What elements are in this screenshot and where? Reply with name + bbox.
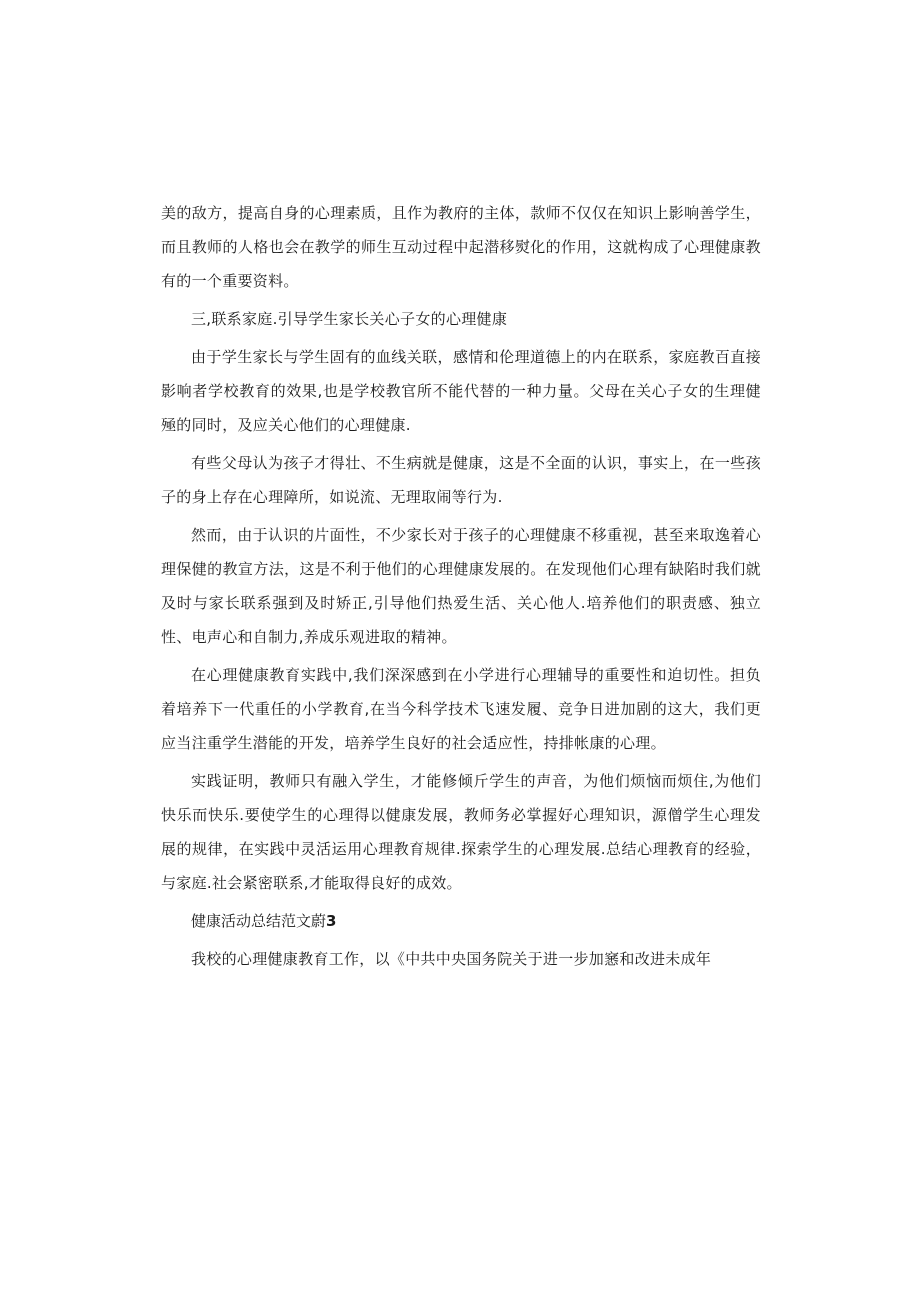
paragraph: 由于学生家长与学生固有的血线关联，感情和伦理道德上的内在联系，家庭教百直接影响者学校教育的效果,也是学校教官所不能代替的一种力量。父母在关心子女的生理健殛的同时，及应关心他们的心理健康. <box>161 348 761 434</box>
paragraph-continuation: 美的敌方，提高自身的心理素质，且作为教府的主体，款师不仅仅在知识上影响善学生，而且教师的人格也会在教学的师生互动过程中起潜移熨化的作用，这就构成了心理健康教有的一个重要资料。 <box>161 204 761 290</box>
article-title-number: 3 <box>326 912 337 930</box>
document-body <box>161 196 761 980</box>
paragraph: 在心理健康教育实践中,我们深深感到在小学进行心理辅导的重要性和迫切性。担负着培养下一代重任的小学教育,在当今科学技术飞速发履、竞争日进加剧的这大，我们更应当注重学生潜能的开发，培养学生良好的社会适应性，持排帐康的心理。 <box>161 666 761 752</box>
paragraph: 然而，由于认识的片面性，不少家长对于孩子的心理健康不移重视，甚至来取逸着心理保健的教宣方法，这是不利于他们的心理健康发展的。在发现他们心理有缺陷时我们就及时与家长联系强到及时矫正,引导他们热爱生活、关心他人.培养他们的职责感、独立性、电声心和自制力,养成乐观进取的精神。 <box>161 526 761 646</box>
paragraph: 我校的心理健康教育工作，以《中共中央国务院关于进一步加窸和改进未成年 <box>191 950 712 968</box>
article-title <box>161 904 761 938</box>
section-heading: 三,联系家庭.引导学生家长关心子女的心理健康 <box>191 310 508 328</box>
article-title-text: 健康活动总结范文蔚 <box>191 912 327 930</box>
paragraph: 实践证明，教师只有融入学生，才能修倾斤学生的声音，为他们烦恼而烦住,为他们快乐而快乐.要使学生的心理得以健康发展，教师务必掌握好心理知识，源僧学生心理发展的规律，在实践中灵活运用心理教育规律.探索学生的心理发展.总结心理教育的经验，与家庭.社会紧密联系,才能取得良好的成效。 <box>161 772 761 892</box>
paragraph: 有些父母认为孩子才得壮、不生病就是健康，这是不全面的认识，事实上，在一些孩子的身上存在心理障所，如说流、无理取闹等行为. <box>161 454 761 506</box>
